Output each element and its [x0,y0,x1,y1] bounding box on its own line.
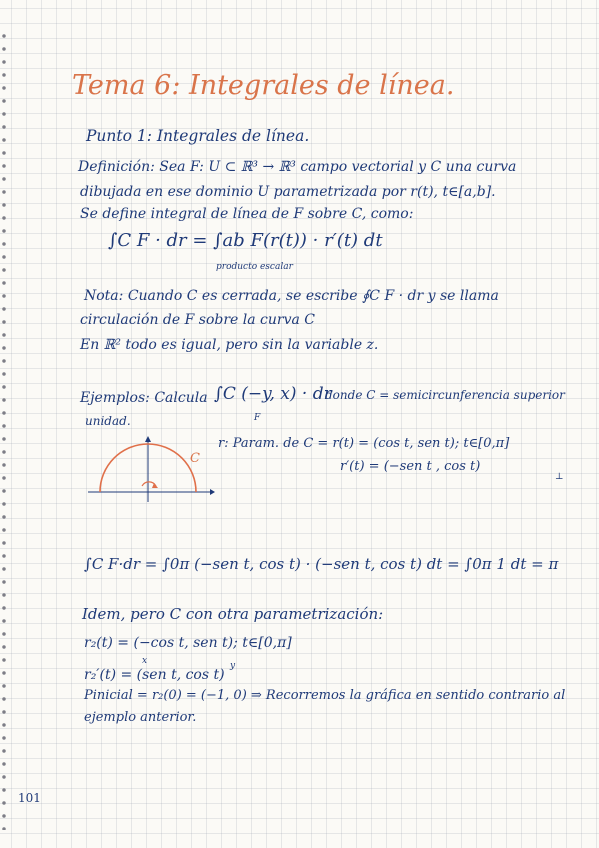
example-integral: ∫C (−y, x) · dr [214,384,332,404]
initial-point-line-cont: ejemplo anterior. [84,710,197,725]
note-line-3: En ℝ² todo es igual, pero sin la variable z. [80,337,379,353]
note-line-2: circulación de F sobre la curva C [80,312,316,328]
other-param-title: Idem, pero C con otra parametrización: [82,605,384,623]
param-line-1: r: Param. de C = r(t) = (cos t, sen t); t∈[0,π] [218,436,510,451]
page-number: 101 [18,791,41,805]
example-calculation: ∫C F·dr = ∫0π (−sen t, cos t) · (−sen t, cos t) dt = ∫0π 1 dt = π [84,555,559,573]
definition-line-3: Se define integral de línea de F sobre C, como: [80,206,414,222]
definition-line-1: Definición: Sea F: U ⊂ ℝ³ → ℝ³ campo vectorial y C una curva [78,159,517,175]
param-line-2: r′(t) = (−sen t , cos t) [340,459,481,474]
note-line-1: Nota: Cuando C es cerrada, se escribe ∮C F · dr y se llama [84,288,499,304]
semicircle-graph [86,436,216,506]
example-unit: unidad. [85,414,131,428]
graph-label-c: C [190,451,200,466]
page-title: Tema 6: Integrales de línea. [72,70,455,101]
definition-formula: ∫C F · dr = ∫ab F(r(t)) · r′(t) dt [108,230,383,251]
spiral-binding-holes [0,30,12,830]
end-mark: ⊥ [555,472,564,482]
formula-note: producto escalar [216,262,293,272]
initial-point-line: Pinicial = r₂(0) = (−1, 0) ⇒ Recorremos la gráfica en sentido contrario al [84,688,566,703]
r2-definition: r₂(t) = (−cos t, sen t); t∈[0,π] [84,635,292,651]
r2-prime-note: y [230,661,236,671]
example-condition: donde C = semicircunferencia superior [325,388,565,402]
r2-note: x [142,656,148,666]
definition-line-2: dibujada en ese dominio U parametrizada por r(t), t∈[a,b]. [80,184,496,200]
section-heading: Punto 1: Integrales de línea. [86,127,310,145]
example-f-label: F [254,413,261,423]
example-label: Ejemplos: Calcula [80,390,208,406]
r2-prime: r₂′(t) = (sen t, cos t) [84,667,225,683]
